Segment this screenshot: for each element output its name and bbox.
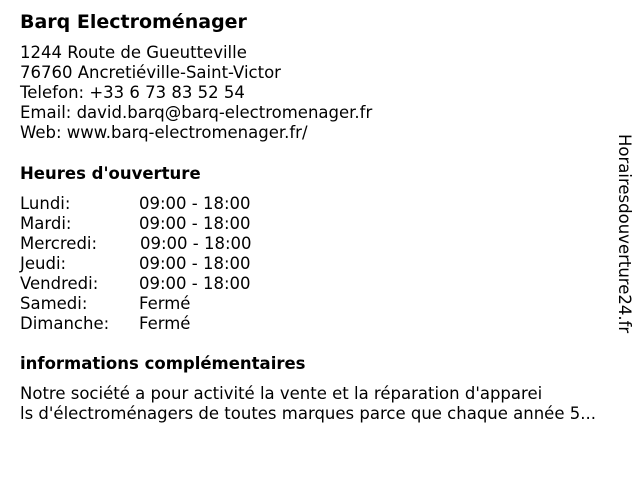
opening-hours-heading: Heures d'ouverture (20, 164, 201, 183)
time-value: 09:00 - 18:00 (139, 194, 251, 213)
time-value: Fermé (139, 314, 191, 333)
business-name: Barq Electroménager (20, 11, 247, 33)
day-label: Dimanche: (20, 314, 110, 333)
day-label: Samedi: (20, 294, 88, 313)
site-watermark: Horairesdouverture24.fr (615, 134, 634, 334)
address-street: 1244 Route de Gueutteville (20, 43, 247, 62)
time-value: 09:00 - 18:00 (139, 254, 251, 273)
description-line: Notre société a pour activité la vente et la réparation d'apparei (20, 384, 543, 403)
contact-block (20, 43, 372, 143)
email-address[interactable]: Email: david.barq@barq-electromenager.fr (20, 103, 373, 122)
website-link[interactable]: Web: www.barq-electromenager.fr/ (20, 123, 308, 142)
phone-number[interactable]: Telefon: +33 6 73 83 52 54 (20, 83, 245, 102)
address-city: 76760 Ancretiéville-Saint-Victor (20, 63, 281, 82)
day-label: Mardi: (20, 214, 72, 233)
additional-info-heading: informations complémentaires (20, 354, 306, 373)
day-label: Mercredi: (20, 234, 98, 253)
day-label: Vendredi: (20, 274, 99, 293)
time-value: 09:00 - 18:00 (139, 274, 251, 293)
business-description (20, 384, 596, 424)
day-label: Jeudi: (20, 254, 67, 273)
time-value: 09:00 - 18:00 (140, 234, 252, 253)
time-value: Fermé (139, 294, 191, 313)
description-line: ls d'électroménagers de toutes marques parce que chaque année 5... (20, 404, 596, 423)
time-value: 09:00 - 18:00 (139, 214, 251, 233)
day-label: Lundi: (20, 194, 71, 213)
